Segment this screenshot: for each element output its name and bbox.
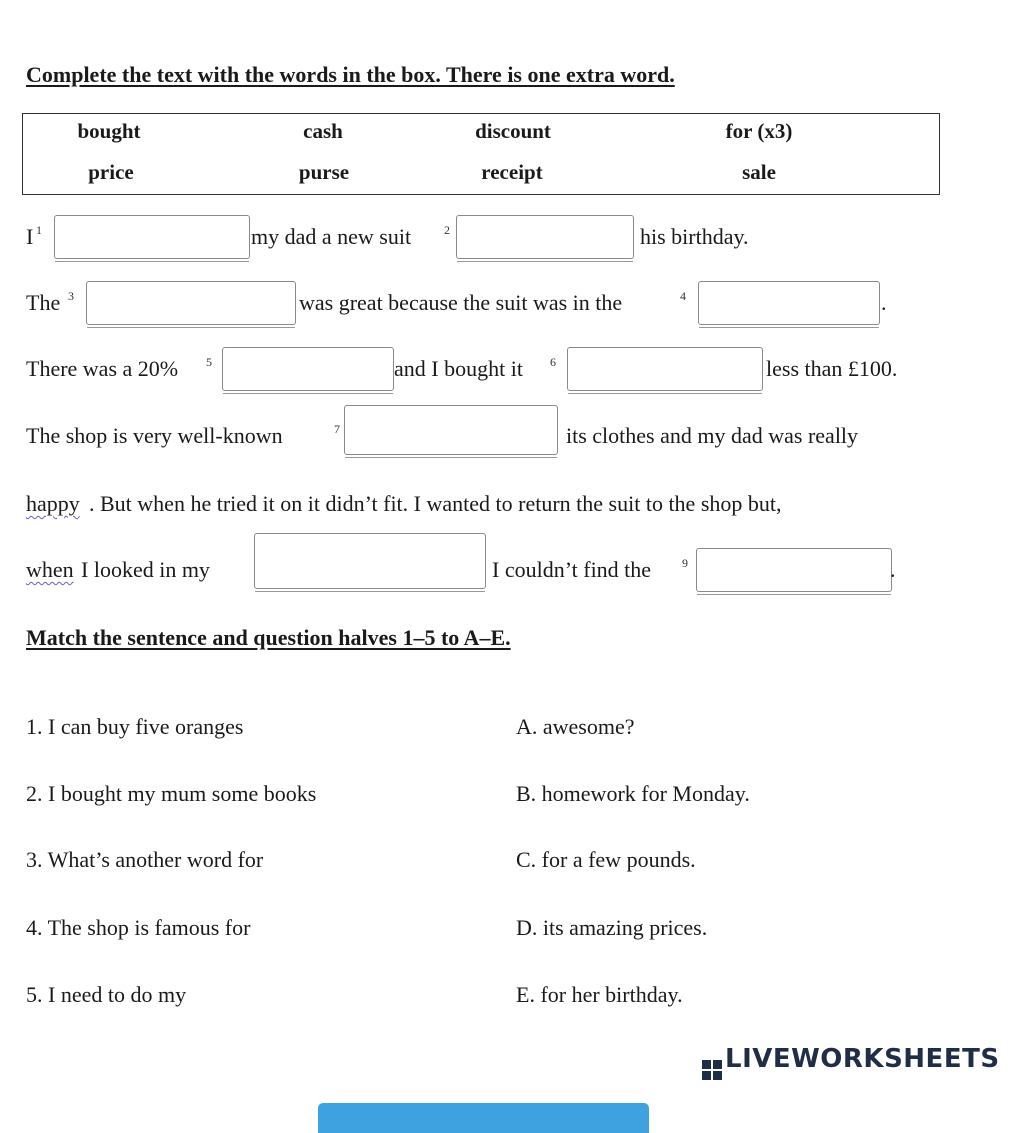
- text-fragment: was great because the suit was in the: [299, 290, 623, 315]
- answer-gap-1[interactable]: [54, 215, 250, 259]
- gap-number: 4: [680, 289, 686, 303]
- match-left-2: 2. I bought my mum some books: [26, 781, 317, 806]
- match-left-5: 5. I need to do my: [26, 982, 187, 1007]
- gap-number: 1: [36, 223, 42, 237]
- text-fragment: I couldn’t find the: [492, 557, 652, 582]
- match-right-e: E. for her birthday.: [516, 982, 683, 1007]
- text-fragment: . But when he tried it on it didn’t fit. I wanted to return the suit to the shop but,: [89, 491, 782, 516]
- text-fragment-spellcheck: happy: [26, 491, 80, 516]
- text-fragment: less than £100.: [766, 356, 898, 381]
- answer-gap-2[interactable]: [456, 215, 634, 259]
- word-receipt: receipt: [481, 160, 543, 184]
- answer-gap-3[interactable]: [86, 281, 296, 325]
- answer-gap-5[interactable]: [222, 347, 394, 391]
- answer-gap-4[interactable]: [698, 281, 880, 325]
- text-fragment: There was a 20%: [26, 356, 179, 381]
- text-fragment: I looked in my: [81, 557, 210, 582]
- word-for: for (x3): [725, 119, 793, 143]
- gap-number: 3: [68, 289, 74, 303]
- text-fragment: .: [890, 557, 896, 582]
- answer-gap-7[interactable]: [344, 405, 558, 455]
- text-fragment: The: [26, 290, 61, 315]
- answer-gap-9[interactable]: [696, 548, 892, 592]
- brand-name: LIVEWORKSHEETS: [725, 1044, 1000, 1074]
- exercise2-heading: Match the sentence and question halves 1–5 to A–E.: [26, 625, 511, 650]
- text-fragment: and I bought it: [394, 356, 523, 381]
- exercise1-heading: Complete the text with the words in the box. There is one extra word.: [26, 62, 675, 87]
- text-fragment: I: [26, 224, 34, 249]
- match-right-a: A. awesome?: [516, 714, 635, 739]
- logo-grid-icon: [702, 1060, 722, 1080]
- match-left-4: 4. The shop is famous for: [26, 915, 251, 940]
- word-sale: sale: [742, 160, 776, 184]
- answer-gap-6[interactable]: [567, 347, 763, 391]
- gap-number: 2: [444, 223, 450, 237]
- word-purse: purse: [298, 160, 350, 184]
- gap-number: 5: [206, 355, 212, 369]
- word-cash: cash: [303, 119, 343, 143]
- gap-number: 9: [682, 556, 688, 570]
- bottom-action-button[interactable]: [318, 1103, 649, 1133]
- text-fragment: .: [881, 290, 887, 315]
- answer-gap-8[interactable]: [254, 533, 486, 589]
- word-bought: bought: [77, 119, 141, 143]
- match-right-c: C. for a few pounds.: [516, 847, 696, 872]
- word-discount: discount: [475, 119, 551, 143]
- match-right-d: D. its amazing prices.: [516, 915, 708, 940]
- text-fragment: my dad a new suit: [251, 224, 412, 249]
- gap-number: 6: [550, 355, 556, 369]
- liveworksheets-logo: [702, 1044, 1000, 1080]
- gap-number: 7: [334, 422, 340, 436]
- text-fragment: his birthday.: [640, 224, 749, 249]
- word-box: [22, 113, 940, 195]
- text-fragment: The shop is very well-known: [26, 423, 283, 448]
- match-right-b: B. homework for Monday.: [516, 781, 750, 806]
- word-price: price: [88, 160, 134, 184]
- text-fragment-spellcheck: when: [26, 557, 74, 582]
- match-left-1: 1. I can buy five oranges: [26, 714, 244, 739]
- match-left-3: 3. What’s another word for: [26, 847, 264, 872]
- text-fragment: its clothes and my dad was really: [566, 423, 859, 448]
